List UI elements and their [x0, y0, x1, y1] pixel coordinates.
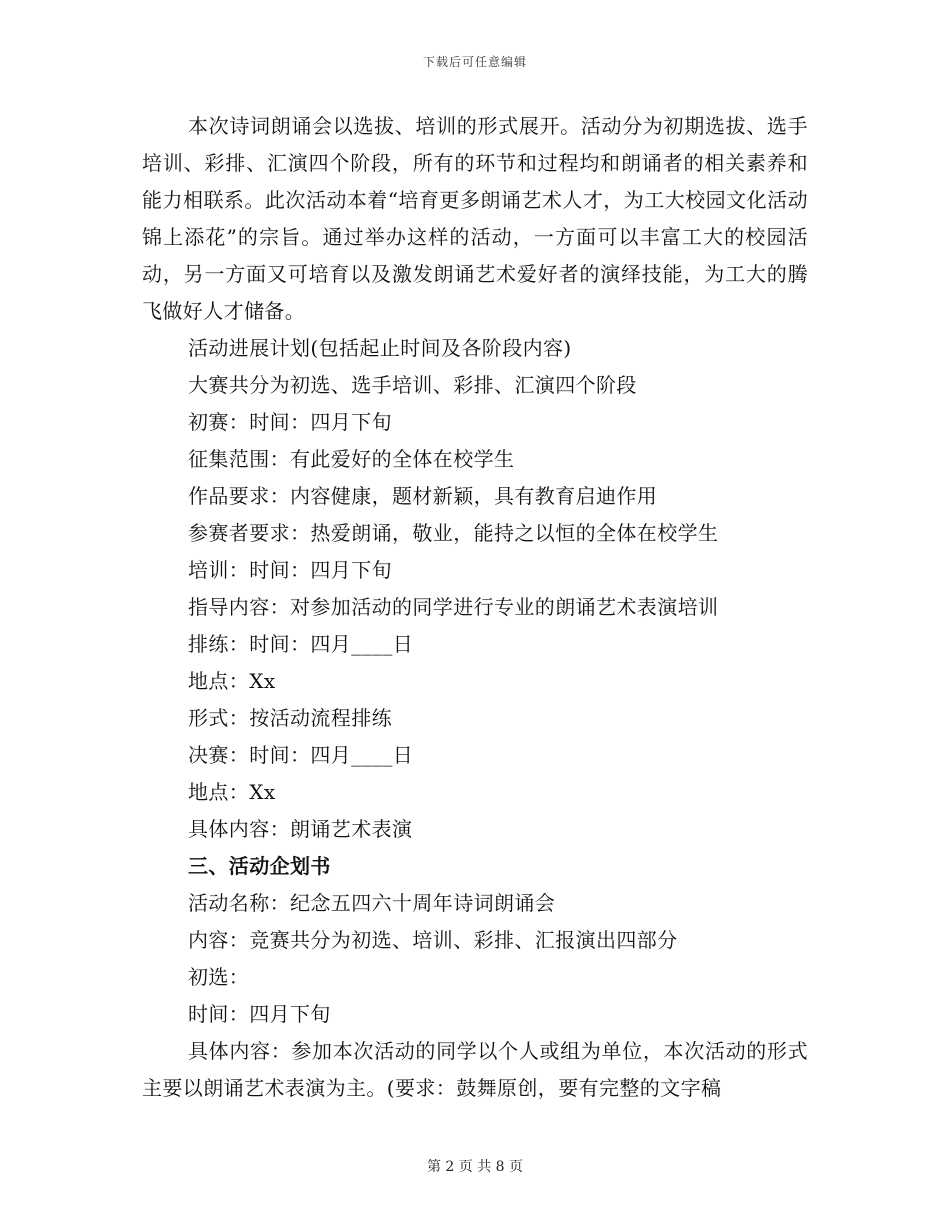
page-number: 第 2 页 共 8 页 — [426, 1159, 524, 1175]
plan-line: 培训：时间：四月下旬 — [188, 558, 392, 582]
plan-line: 地点：Xx — [188, 780, 276, 804]
plan-line: 决赛：时间：四月____日 — [188, 743, 414, 767]
closing-paragraph: 具体内容：参加本次活动的同学以个人或组为单位，本次活动的形式主要以朗诵艺术表演为主。(要求：鼓舞原创，要有完整的文字稿 — [142, 1039, 808, 1100]
section-line: 活动名称：纪念五四六十周年诗词朗诵会 — [188, 891, 556, 915]
section-line: 时间：四月下旬 — [188, 1002, 331, 1026]
section-line: 初选： — [188, 965, 250, 989]
plan-line: 形式：按活动流程排练 — [188, 706, 392, 730]
plan-line: 活动进展计划(包括起止时间及各阶段内容) — [188, 336, 572, 360]
plan-line: 大赛共分为初选、选手培训、彩排、汇演四个阶段 — [188, 373, 637, 397]
plan-line: 具体内容：朗诵艺术表演 — [188, 817, 413, 841]
section-heading: 三、活动企划书 — [188, 854, 331, 878]
header-note: 下载后可任意编辑 — [422, 55, 527, 69]
plan-line: 作品要求：内容健康，题材新颖，具有教育启迪作用 — [188, 484, 658, 508]
plan-line: 排练：时间：四月____日 — [188, 632, 414, 656]
plan-line: 初赛：时间：四月下旬 — [188, 410, 392, 434]
plan-line: 征集范围：有此爱好的全体在校学生 — [188, 447, 515, 471]
intro-paragraph: 本次诗词朗诵会以选拔、培训的形式展开。活动分为初期选拔、选手培训、彩排、汇演四个阶段，所有的环节和过程均和朗诵者的相关素养和能力相联系。此次活动本着“培育更多朗诵艺术人才，为工大校园文化活动锦上添花”的宗旨。通过举办这样的活动，一方面可以丰富工大的校园活动，另一方面又可培育以及激发朗诵艺术爱好者的演绎技能，为工大的腾飞做好人才储备。 — [142, 114, 808, 323]
plan-line: 地点：Xx — [188, 669, 276, 693]
section-line: 内容：竞赛共分为初选、培训、彩排、汇报演出四部分 — [188, 928, 678, 952]
plan-line: 指导内容：对参加活动的同学进行专业的朗诵艺术表演培训 — [188, 595, 719, 619]
document-body — [142, 108, 808, 1107]
plan-line: 参赛者要求：热爱朗诵，敬业，能持之以恒的全体在校学生 — [188, 521, 719, 545]
